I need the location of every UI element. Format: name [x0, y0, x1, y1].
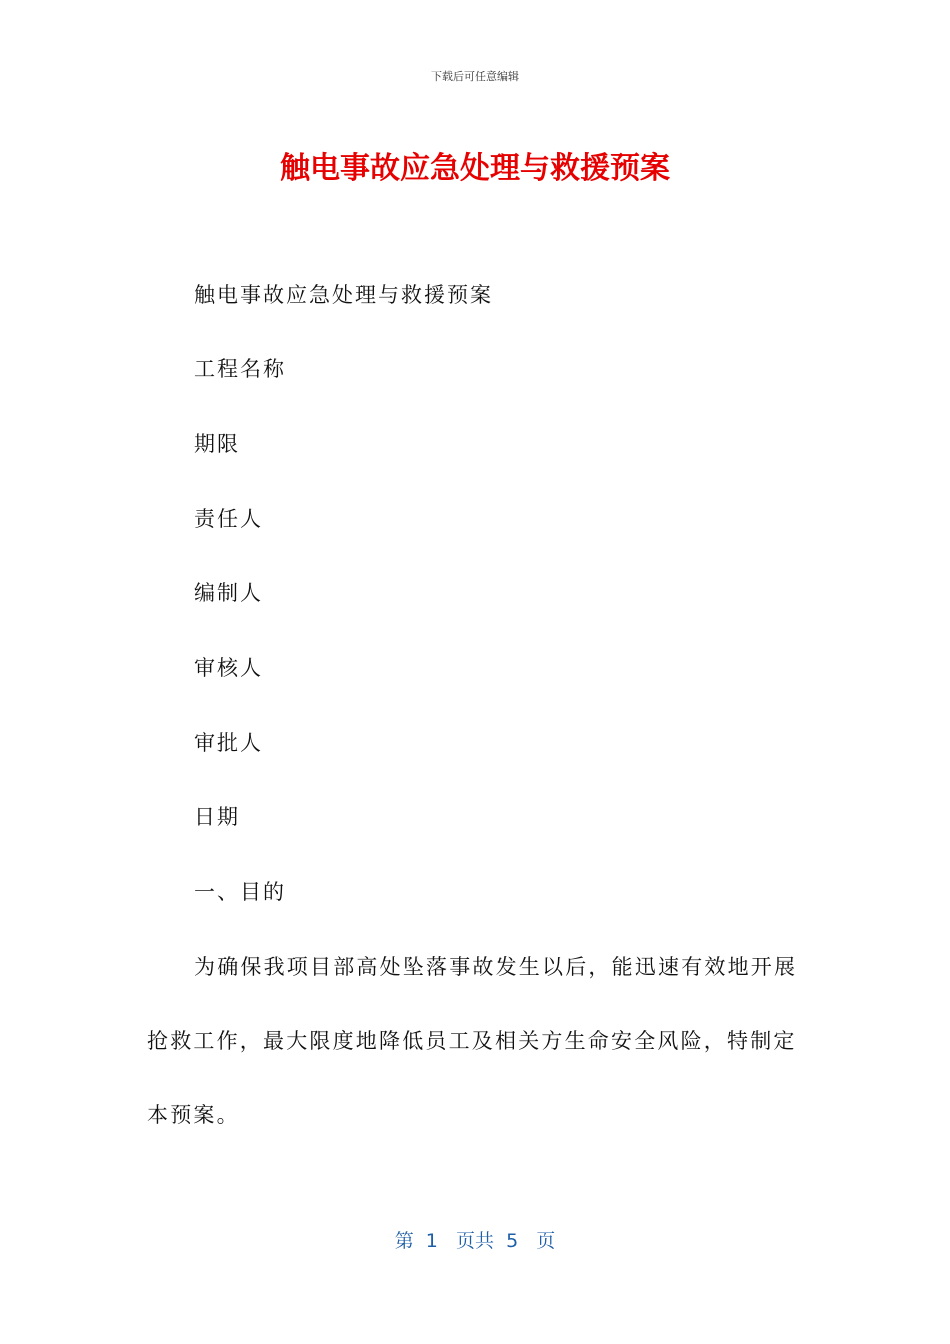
field-project-name: 工程名称: [194, 357, 286, 381]
field-author: 编制人: [194, 581, 263, 605]
field-period: 期限: [194, 432, 240, 456]
field-date: 日期: [194, 805, 240, 829]
purpose-paragraph: 为确保我项目部高处坠落事故发生以后，能迅速有效地开展抢救工作，最大限度地降低员工及相关方生命安全风险，特制定本预案。: [147, 955, 798, 1127]
field-responsible-person: 责任人: [194, 507, 263, 531]
section-heading-purpose: 一、目的: [194, 880, 286, 904]
page-header-note: 下载后可任意编辑: [431, 70, 519, 83]
page-number-footer: 第 1 页共 5 页: [394, 1230, 556, 1252]
field-approver: 审批人: [194, 731, 263, 755]
document-title: 触电事故应急处理与救援预案: [280, 151, 670, 186]
field-reviewer: 审核人: [194, 656, 263, 680]
subtitle-line: 触电事故应急处理与救援预案: [194, 283, 493, 307]
